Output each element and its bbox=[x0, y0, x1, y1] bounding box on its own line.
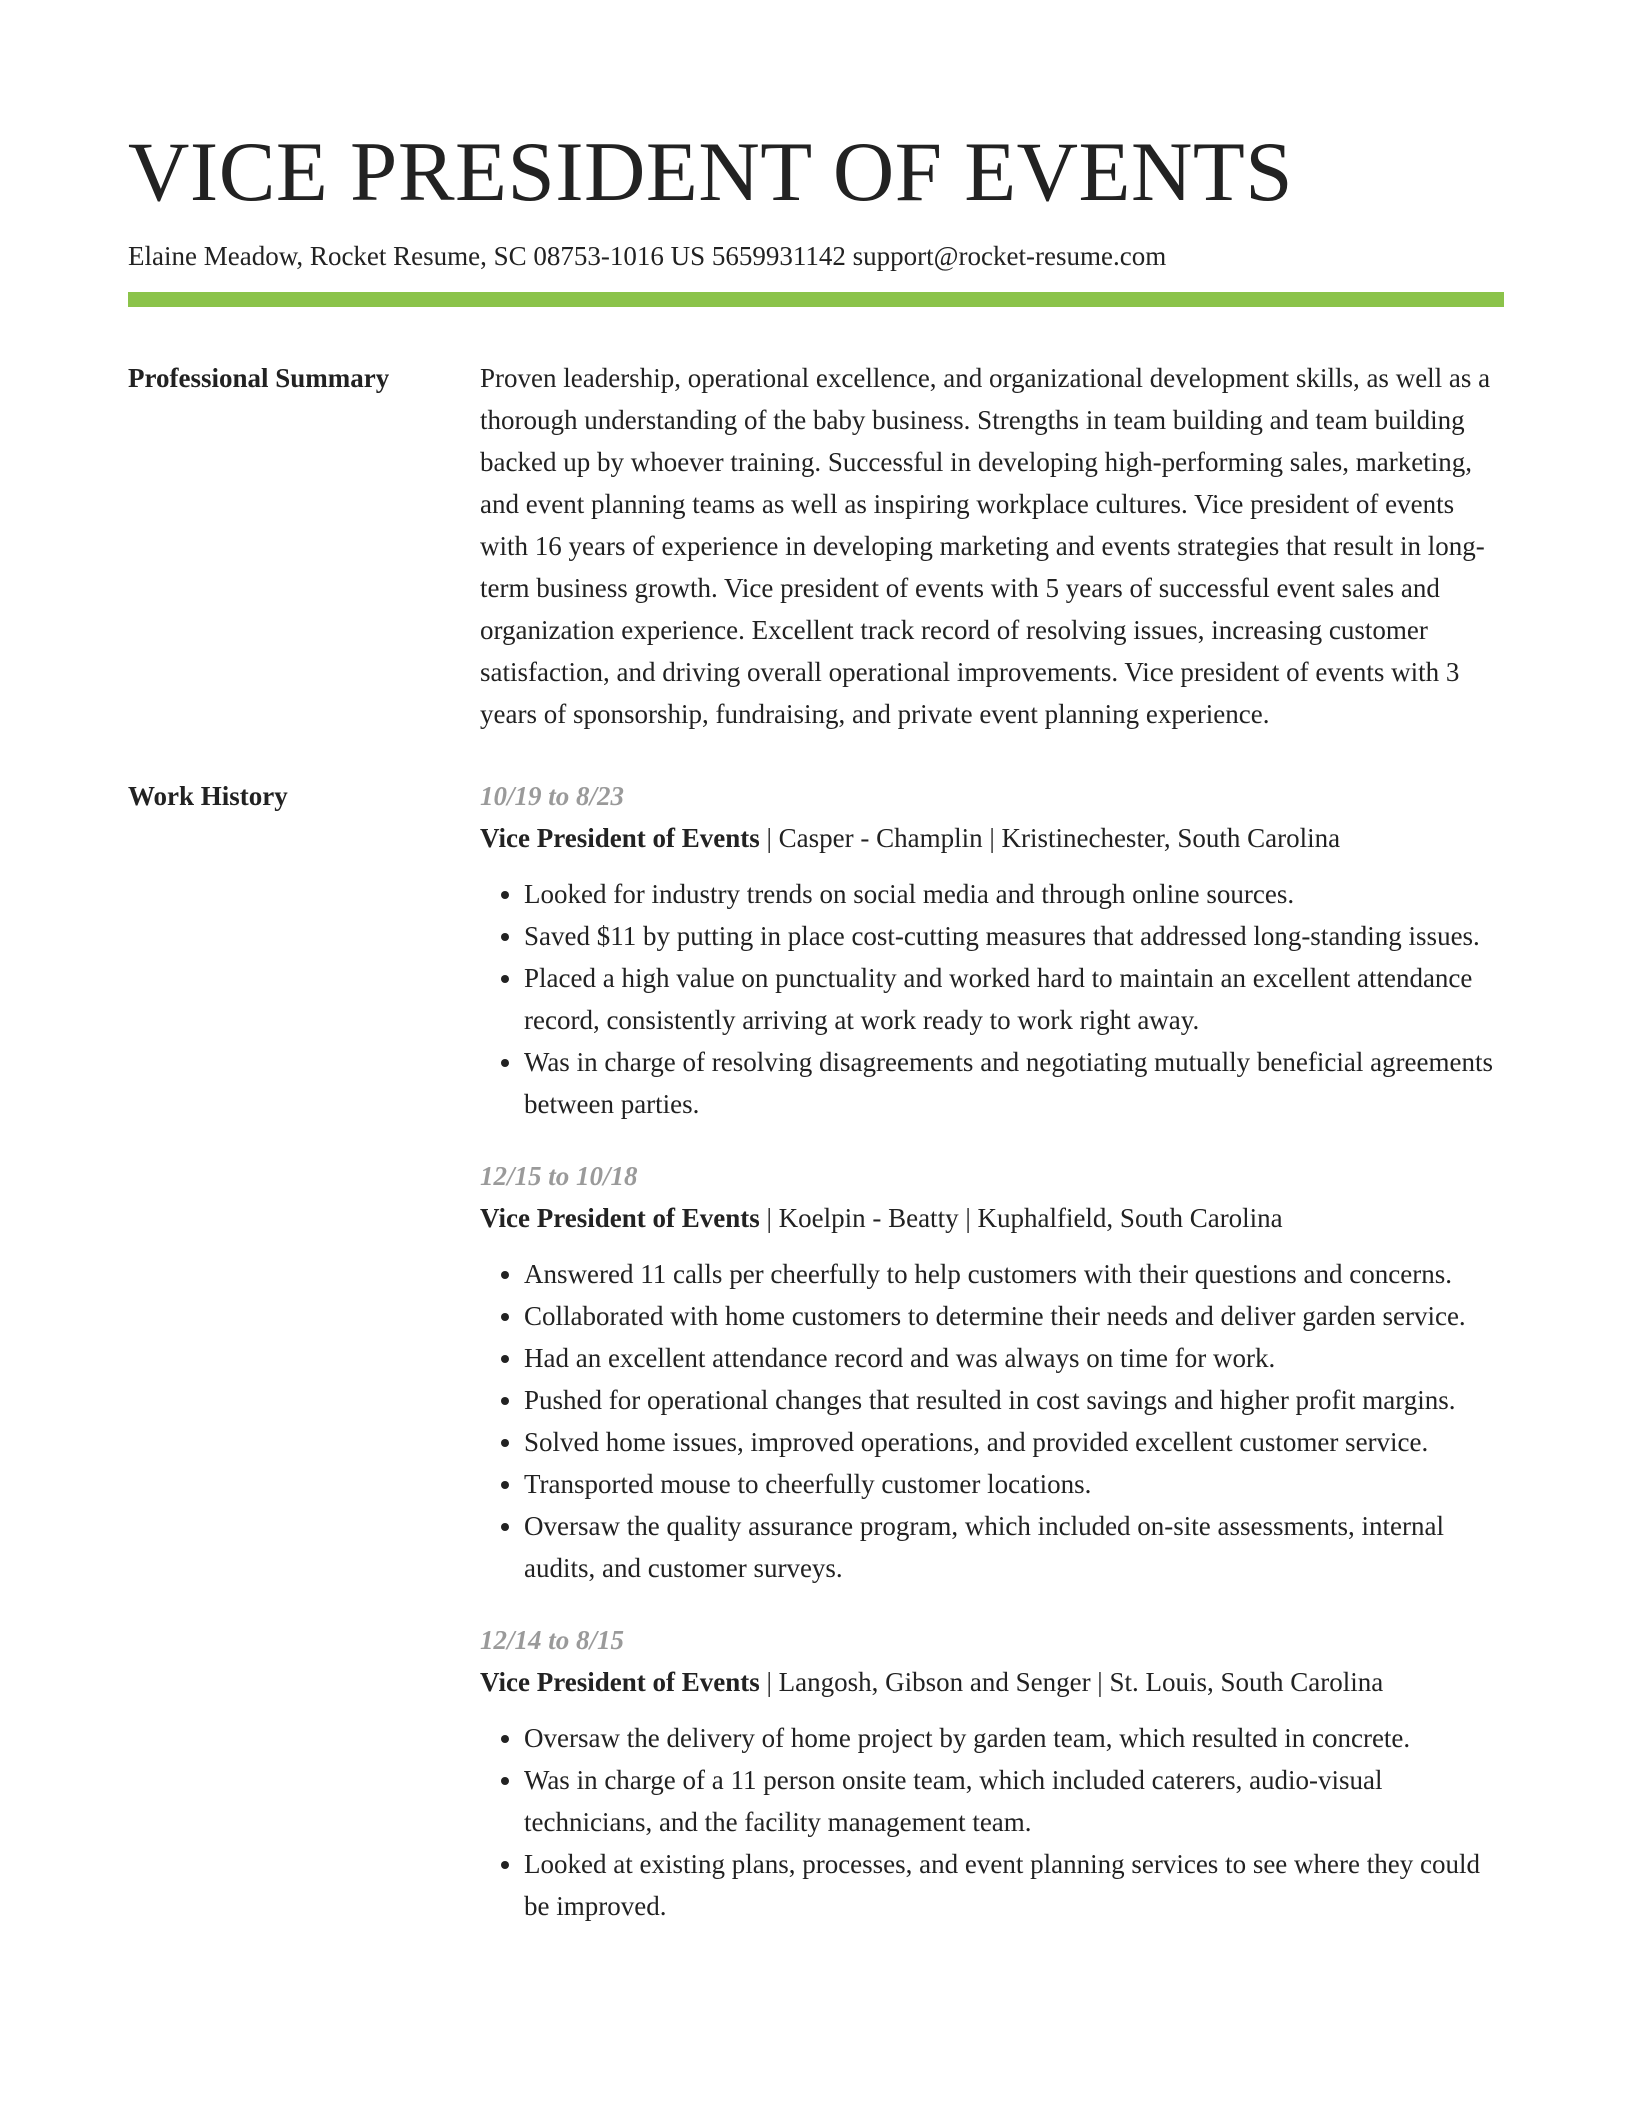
resume-title: VICE PRESIDENT OF EVENTS bbox=[128, 125, 1294, 219]
job-entry bbox=[480, 775, 1504, 1125]
summary-section bbox=[128, 357, 1504, 735]
work-history-body bbox=[480, 775, 1504, 1927]
job-title: Vice President of Events bbox=[480, 1203, 760, 1233]
job-heading bbox=[480, 1197, 1504, 1239]
job-heading bbox=[480, 817, 1504, 859]
resume-page bbox=[128, 0, 1504, 1927]
job-bullet-list bbox=[480, 1717, 1504, 1927]
job-bullet: • Collaborated with home customers to determine their needs and deliver garden service. bbox=[524, 1295, 1504, 1337]
job-bullet: • Saved $11 by putting in place cost-cutting measures that addressed long-standing issues. bbox=[524, 915, 1504, 957]
summary-label: Professional Summary bbox=[128, 363, 390, 393]
job-bullet: • Was in charge of resolving disagreements and negotiating mutually beneficial agreements between parties. bbox=[524, 1041, 1504, 1125]
job-bullet: • Looked at existing plans, processes, and event planning services to see where they could be improved. bbox=[524, 1843, 1504, 1927]
job-bullet: • Looked for industry trends on social media and through online sources. bbox=[524, 873, 1504, 915]
job-bullet-list bbox=[480, 1253, 1504, 1589]
summary-body bbox=[480, 357, 1504, 735]
job-bullet: • Pushed for operational changes that resulted in cost savings and higher profit margins. bbox=[524, 1379, 1504, 1421]
job-details: | Casper - Champlin | Kristinechester, South Carolina bbox=[759, 823, 1341, 853]
job-bullet: • Placed a high value on punctuality and worked hard to maintain an excellent attendance record, consistently arriving at work ready to work right away. bbox=[524, 957, 1504, 1041]
job-dates: 12/15 to 10/18 bbox=[480, 1161, 638, 1191]
job-details: | Koelpin - Beatty | Kuphalfield, South Carolina bbox=[759, 1203, 1283, 1233]
job-title: Vice President of Events bbox=[480, 1667, 760, 1697]
job-title: Vice President of Events bbox=[480, 823, 760, 853]
job-entry bbox=[480, 1155, 1504, 1589]
job-details: | Langosh, Gibson and Senger | St. Louis, South Carolina bbox=[759, 1667, 1384, 1697]
job-bullet-list bbox=[480, 873, 1504, 1125]
job-bullet: • Solved home issues, improved operations, and provided excellent customer service. bbox=[524, 1421, 1504, 1463]
summary-text: Proven leadership, operational excellence, and organizational development skills, as well as a thorough understanding of the baby business. Strengths in team building and team building backed up by whoever training. Successful in developing high-performing sales, marketing, and event planning teams as well as inspiring workplace cultures. Vice president of events with 16 years of experience in developing marketing and events strategies that result in long-term business growth. Vice president of events with 5 years of successful event sales and organization experience. Excellent track record of resolving issues, increasing customer satisfaction, and driving overall operational improvements. Vice president of events with 3 years of sponsorship, fundraising, and private event planning experience. bbox=[480, 363, 1491, 729]
job-bullet: • Oversaw the quality assurance program, which included on-site assessments, internal audits, and customer surveys. bbox=[524, 1505, 1504, 1589]
accent-rule bbox=[128, 292, 1504, 307]
job-bullet: • Transported mouse to cheerfully customer locations. bbox=[524, 1463, 1504, 1505]
job-bullet: • Oversaw the delivery of home project by garden team, which resulted in concrete. bbox=[524, 1717, 1504, 1759]
job-bullet: • Answered 11 calls per cheerfully to help customers with their questions and concerns. bbox=[524, 1253, 1504, 1295]
job-heading bbox=[480, 1661, 1504, 1703]
job-bullet: • Had an excellent attendance record and was always on time for work. bbox=[524, 1337, 1504, 1379]
contact-line: Elaine Meadow, Rocket Resume, SC 08753-1016 US 5659931142 support@rocket-resume.com bbox=[128, 241, 1167, 271]
work-history-section bbox=[128, 775, 1504, 1927]
job-dates: 10/19 to 8/23 bbox=[480, 781, 625, 811]
work-history-label: Work History bbox=[128, 781, 288, 811]
job-entry bbox=[480, 1619, 1504, 1927]
job-bullet: • Was in charge of a 11 person onsite team, which included caterers, audio-visual technicians, and the facility management team. bbox=[524, 1759, 1504, 1843]
job-dates: 12/14 to 8/15 bbox=[480, 1625, 625, 1655]
